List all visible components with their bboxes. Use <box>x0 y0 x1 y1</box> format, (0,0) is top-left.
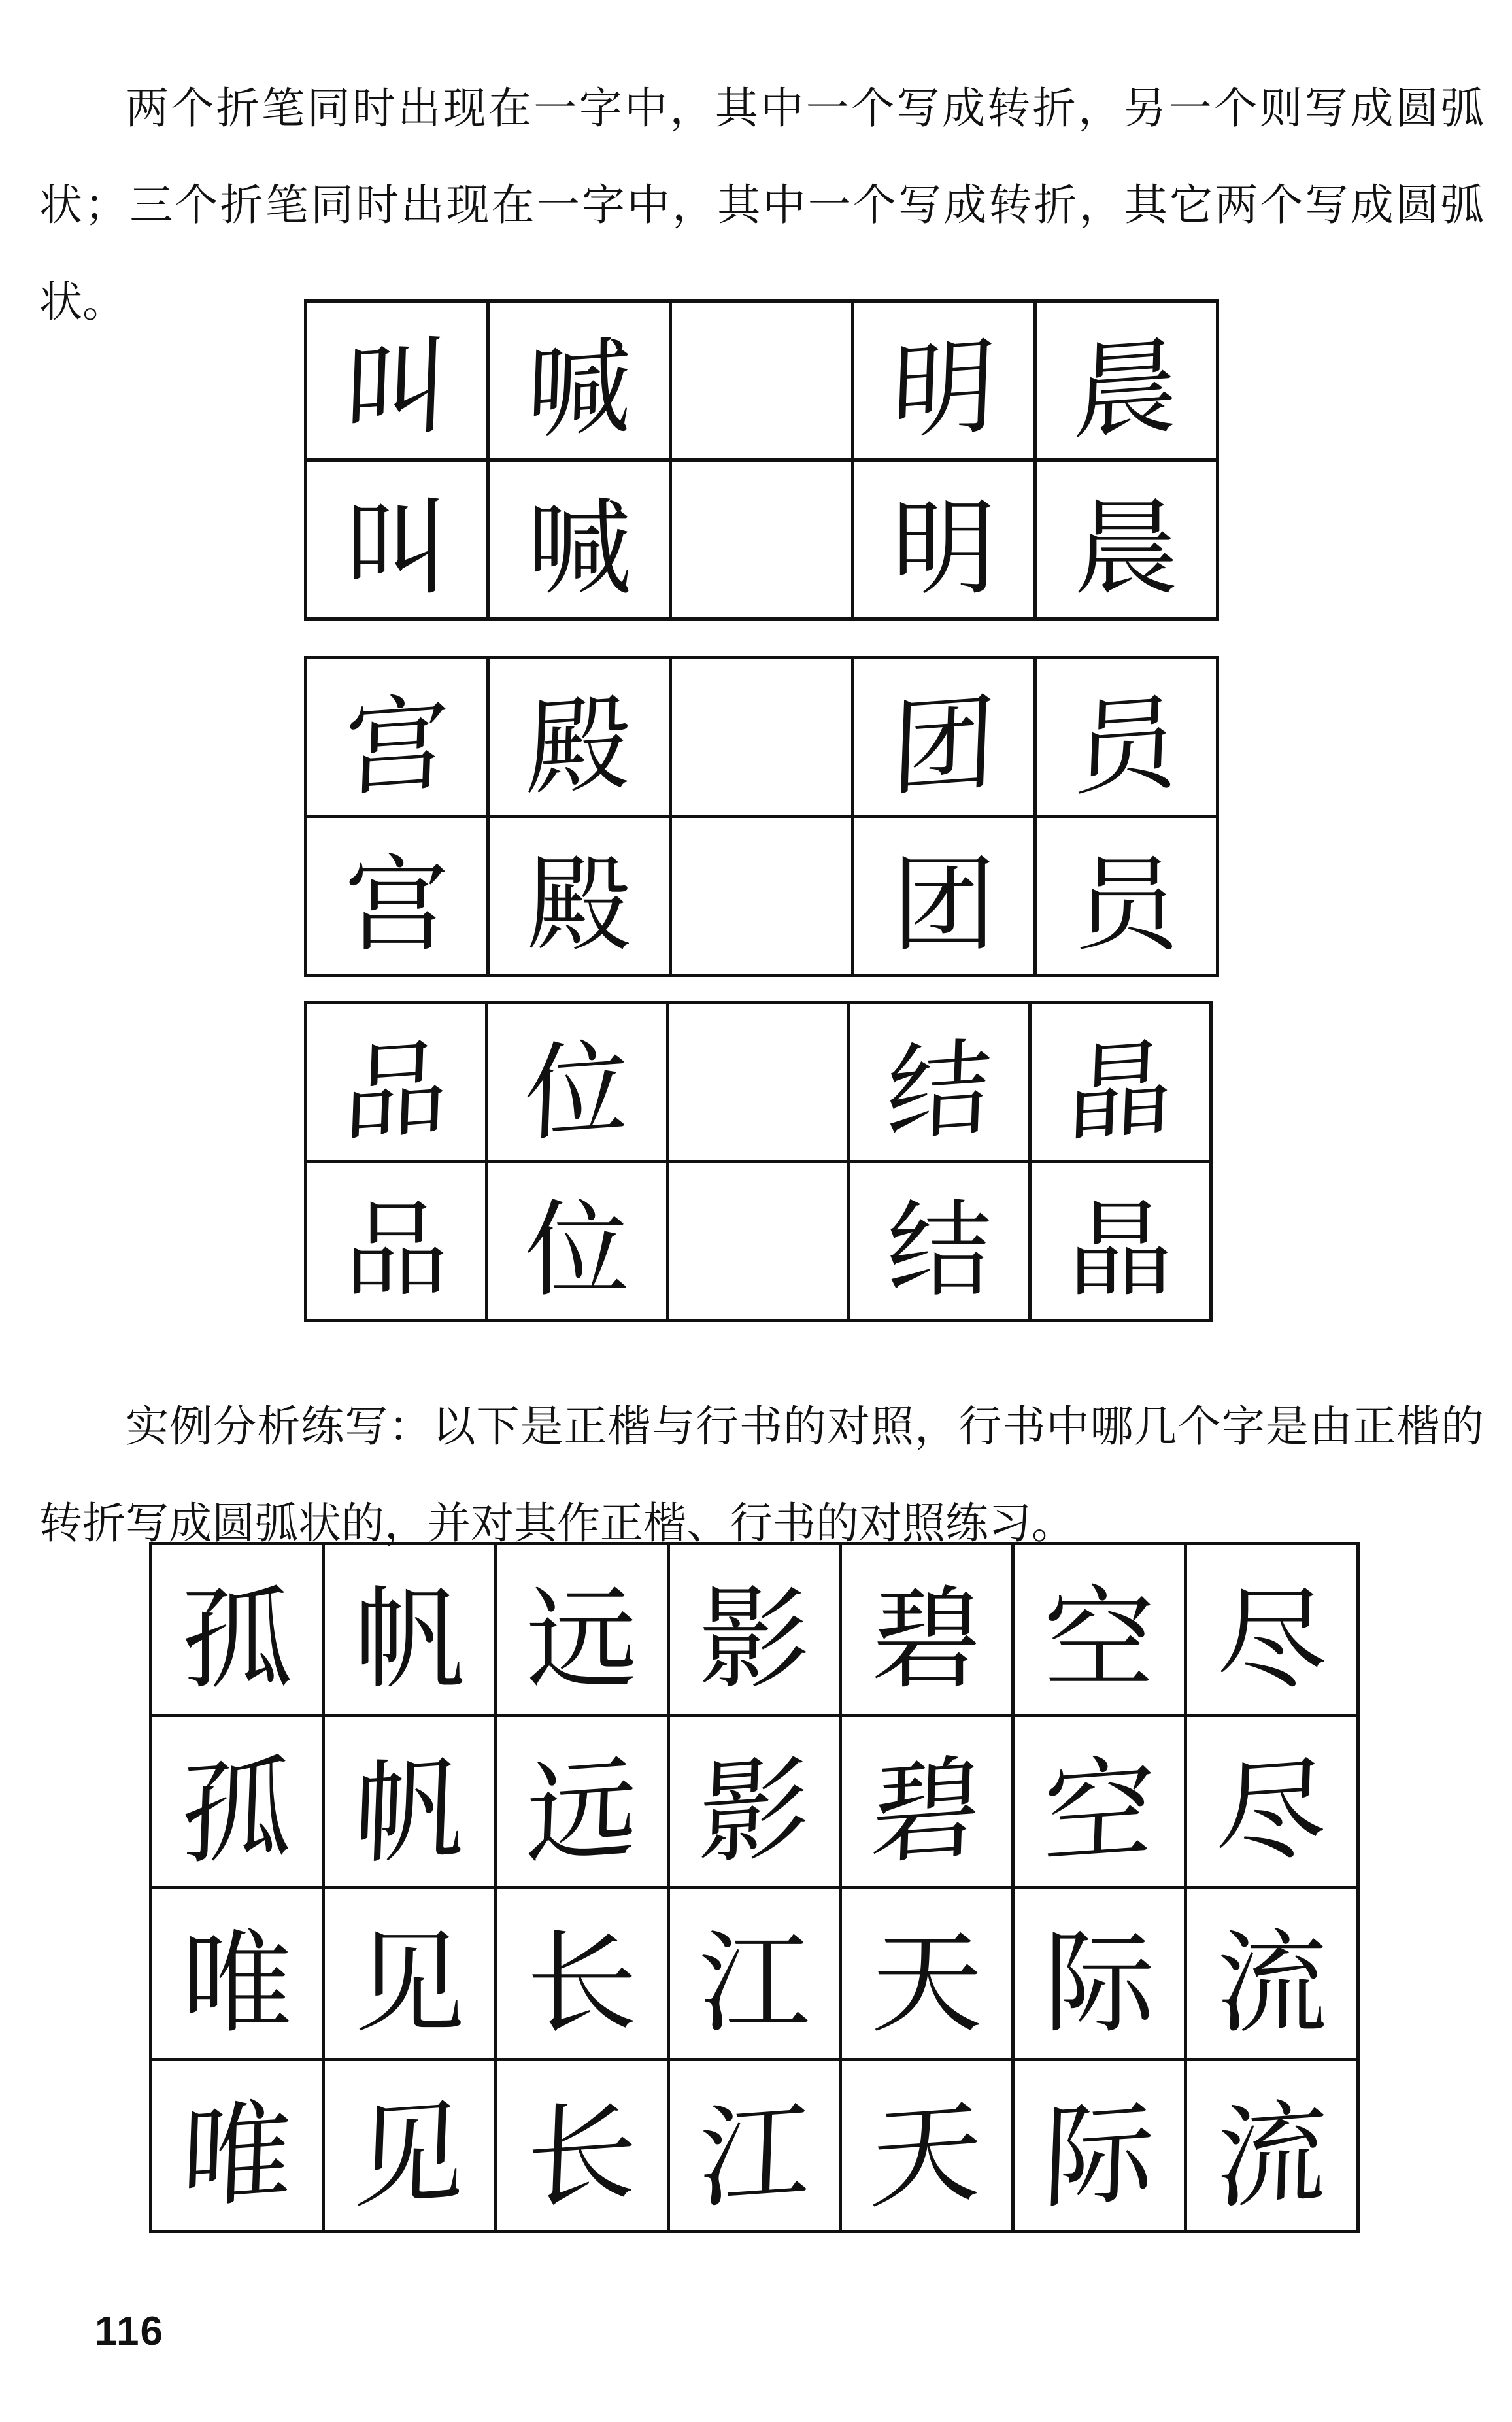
char-cell: 空 <box>1013 1544 1186 1716</box>
char-cell: 天 <box>841 2060 1013 2232</box>
char-cell: 长 <box>496 1888 668 2060</box>
char-cell: 位 <box>487 1162 668 1321</box>
char-cell: 际 <box>1013 2060 1186 2232</box>
char-cell: 位 <box>487 1003 668 1162</box>
char-cell: 宫 <box>306 658 488 817</box>
char-cell: 唯 <box>151 1888 324 2060</box>
char-cell: 影 <box>668 1544 841 1716</box>
page-number: 116 <box>95 2309 165 2354</box>
char-cell: 长 <box>496 2060 668 2232</box>
char-cell: 帆 <box>323 1716 496 1888</box>
char-cell: 天 <box>841 1888 1013 2060</box>
empty-cell <box>668 1162 849 1321</box>
kaishu-row <box>306 460 1218 619</box>
char-cell: 叫 <box>306 301 488 460</box>
empty-cell <box>668 1003 849 1162</box>
char-cell: 江 <box>668 1888 841 2060</box>
char-cell: 团 <box>853 658 1035 817</box>
char-cell: 见 <box>323 1888 496 2060</box>
xingshu-row <box>151 2060 1358 2232</box>
kaishu-row <box>151 1888 1358 2060</box>
char-cell: 团 <box>853 817 1035 976</box>
empty-cell <box>671 658 853 817</box>
intro-paragraph: 两个折笔同时出现在一字中，其中一个写成转折，另一个则写成圆弧状；三个折笔同时出现在一字中，其中一个写成转折，其它两个写成圆弧状。 <box>39 83 1484 327</box>
char-cell: 尽 <box>1186 1544 1358 1716</box>
char-cell: 碧 <box>841 1544 1013 1716</box>
char-cell: 江 <box>668 2060 841 2232</box>
char-cell: 帆 <box>323 1544 496 1716</box>
char-cell: 喊 <box>488 460 671 619</box>
char-cell: 孤 <box>151 1716 324 1888</box>
char-cell: 流 <box>1186 2060 1358 2232</box>
empty-cell <box>671 817 853 976</box>
char-cell: 员 <box>1035 658 1218 817</box>
char-cell: 唯 <box>151 2060 324 2232</box>
example-table-section-1 <box>304 299 1219 621</box>
xingshu-row <box>306 301 1218 460</box>
char-cell: 尽 <box>1186 1716 1358 1888</box>
char-cell: 结 <box>849 1162 1030 1321</box>
char-cell: 际 <box>1013 1888 1186 2060</box>
char-cell: 品 <box>306 1162 487 1321</box>
char-cell: 结 <box>849 1003 1030 1162</box>
char-cell: 晨 <box>1035 301 1218 460</box>
char-cell: 晶 <box>1030 1162 1211 1321</box>
kaishu-row <box>151 1544 1358 1716</box>
empty-cell <box>671 301 853 460</box>
char-cell: 喊 <box>488 301 671 460</box>
char-cell: 员 <box>1035 817 1218 976</box>
char-cell: 叫 <box>306 460 488 619</box>
char-cell: 孤 <box>151 1544 324 1716</box>
empty-cell <box>671 460 853 619</box>
char-cell: 殿 <box>488 658 671 817</box>
char-cell: 殿 <box>488 817 671 976</box>
char-cell: 宫 <box>306 817 488 976</box>
char-cell: 品 <box>306 1003 487 1162</box>
example-table-section-2 <box>304 656 1219 977</box>
char-cell: 晨 <box>1035 460 1218 619</box>
char-cell: 流 <box>1186 1888 1358 2060</box>
example-table-section-3 <box>304 1001 1213 1322</box>
char-cell: 影 <box>668 1716 841 1888</box>
kaishu-row <box>306 1162 1211 1321</box>
xingshu-row <box>306 658 1218 817</box>
char-cell: 明 <box>853 301 1035 460</box>
kaishu-row <box>306 817 1218 976</box>
char-cell: 明 <box>853 460 1035 619</box>
char-cell: 碧 <box>841 1716 1013 1888</box>
practice-table <box>149 1542 1360 2233</box>
char-cell: 远 <box>496 1544 668 1716</box>
char-cell: 空 <box>1013 1716 1186 1888</box>
xingshu-row <box>151 1716 1358 1888</box>
char-cell: 晶 <box>1030 1003 1211 1162</box>
char-cell: 远 <box>496 1716 668 1888</box>
char-cell: 见 <box>323 2060 496 2232</box>
exercise-paragraph: 实例分析练写：以下是正楷与行书的对照，行书中哪几个字是由正楷的转折写成圆弧状的，并对其作正楷、行书的对照练习。 <box>39 1401 1484 1548</box>
xingshu-row <box>306 1003 1211 1162</box>
